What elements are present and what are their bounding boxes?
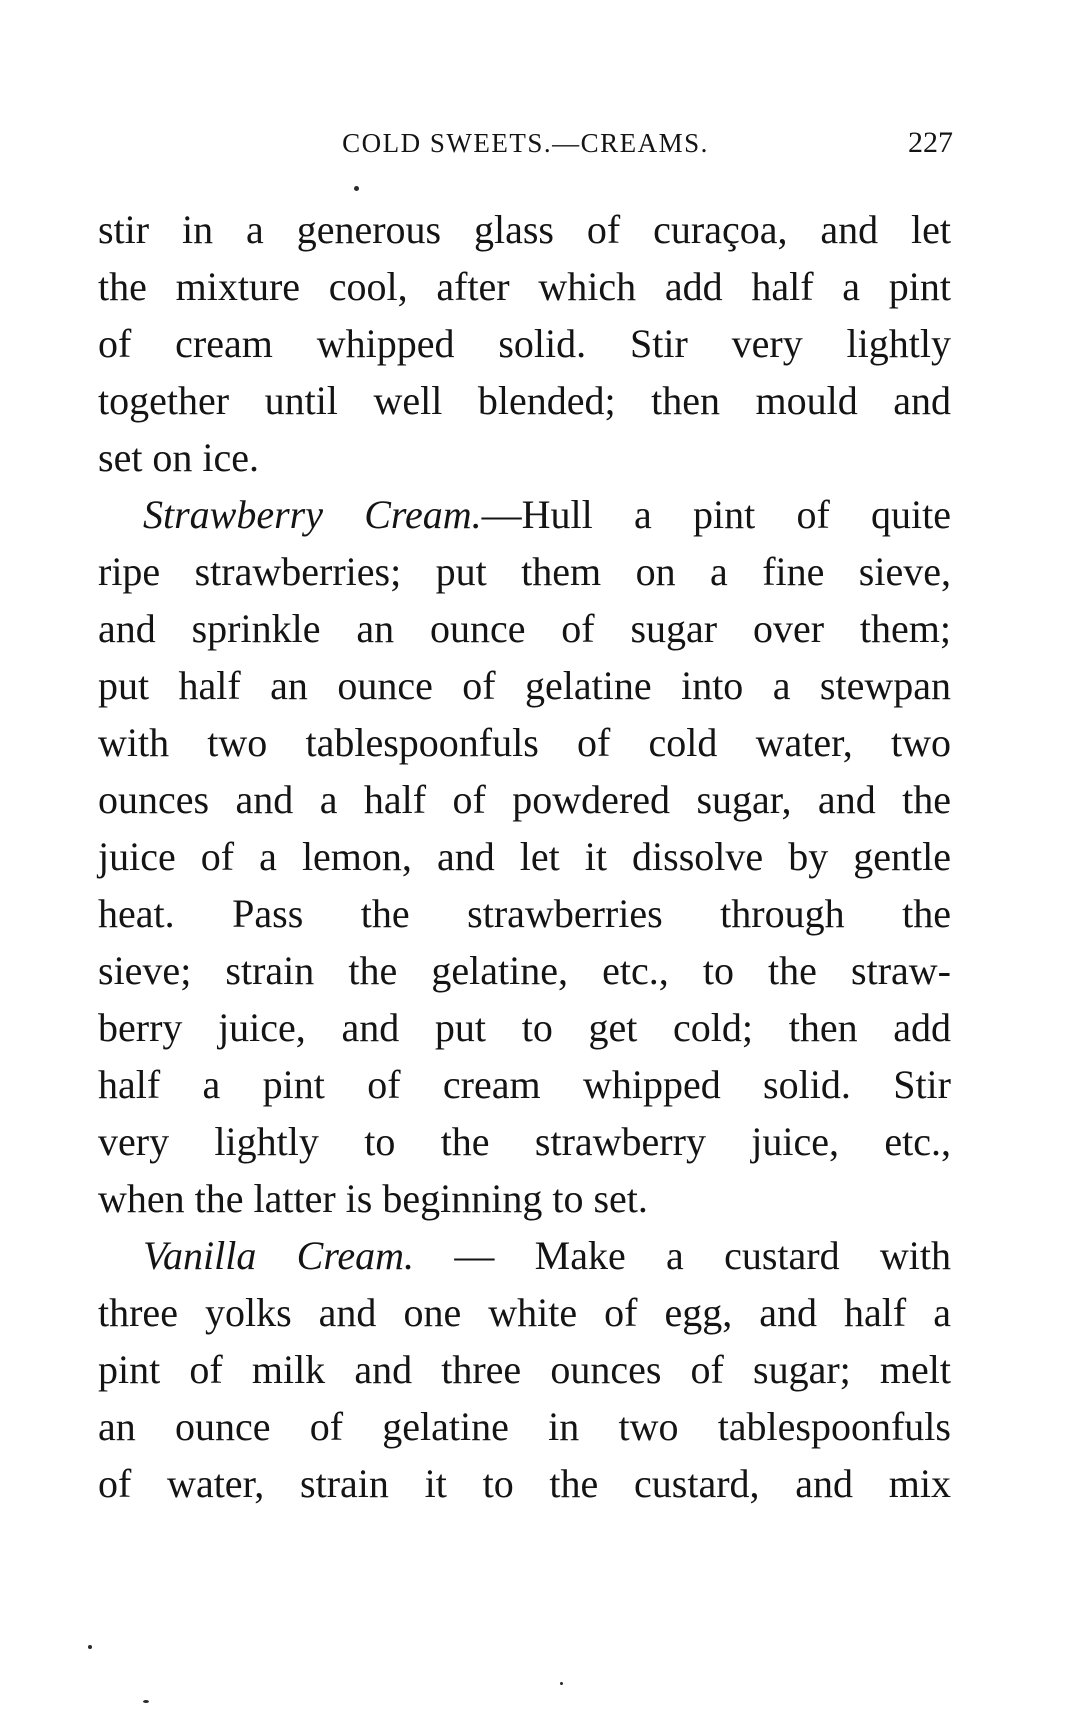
scan-speck: [560, 1682, 563, 1685]
running-head: [98, 128, 953, 168]
scan-speck: [88, 1645, 92, 1649]
text-line: of water, strain it to the custard, and mix: [98, 1461, 951, 1506]
text-line: of cream whipped solid. Stir very lightly: [98, 321, 951, 366]
text-line: stir in a generous glass of curaçoa, and let: [98, 207, 951, 252]
text-line: an ounce of gelatine in two tablespoonfuls: [98, 1404, 951, 1449]
text-line: sieve; strain the gelatine, etc., to the straw-: [98, 948, 951, 993]
recipe-title: Strawberry Cream.: [143, 492, 482, 537]
text-line: half a pint of cream whipped solid. Stir: [98, 1062, 951, 1107]
scan-speck: [354, 186, 359, 191]
text-line: with two tablespoonfuls of cold water, two: [98, 720, 951, 765]
text-line: ripe strawberries; put them on a fine sieve,: [98, 549, 951, 594]
running-title: COLD SWEETS.—CREAMS.: [342, 128, 709, 158]
text-line: the mixture cool, after which add half a pint: [98, 264, 951, 309]
text-run: — Make a custard with: [414, 1233, 951, 1278]
text-line: pint of milk and three ounces of sugar; melt: [98, 1347, 951, 1392]
text-line: set on ice.: [98, 435, 260, 480]
recipe-title: Vanilla Cream.: [143, 1233, 415, 1278]
text-line: and sprinkle an ounce of sugar over them;: [98, 606, 951, 651]
text-line: put half an ounce of gelatine into a stewpan: [98, 663, 951, 708]
text-run: —Hull a pint of quite: [481, 492, 951, 537]
text-line: together until well blended; then mould and: [98, 378, 951, 423]
text-line: heat. Pass the strawberries through the: [98, 891, 951, 936]
text-line: juice of a lemon, and let it dissolve by gentle: [98, 834, 951, 879]
recipe-heading-line: [98, 486, 951, 543]
text-line: berry juice, and put to get cold; then add: [98, 1005, 951, 1050]
page-number: 227: [908, 126, 953, 159]
body-text: [98, 201, 951, 1512]
text-line: when the latter is beginning to set.: [98, 1176, 648, 1221]
scan-speck: [143, 1700, 149, 1703]
text-line: very lightly to the strawberry juice, etc.,: [98, 1119, 951, 1164]
text-line: three yolks and one white of egg, and half a: [98, 1290, 951, 1335]
text-line: ounces and a half of powdered sugar, and the: [98, 777, 951, 822]
recipe-heading-line: [98, 1227, 951, 1284]
